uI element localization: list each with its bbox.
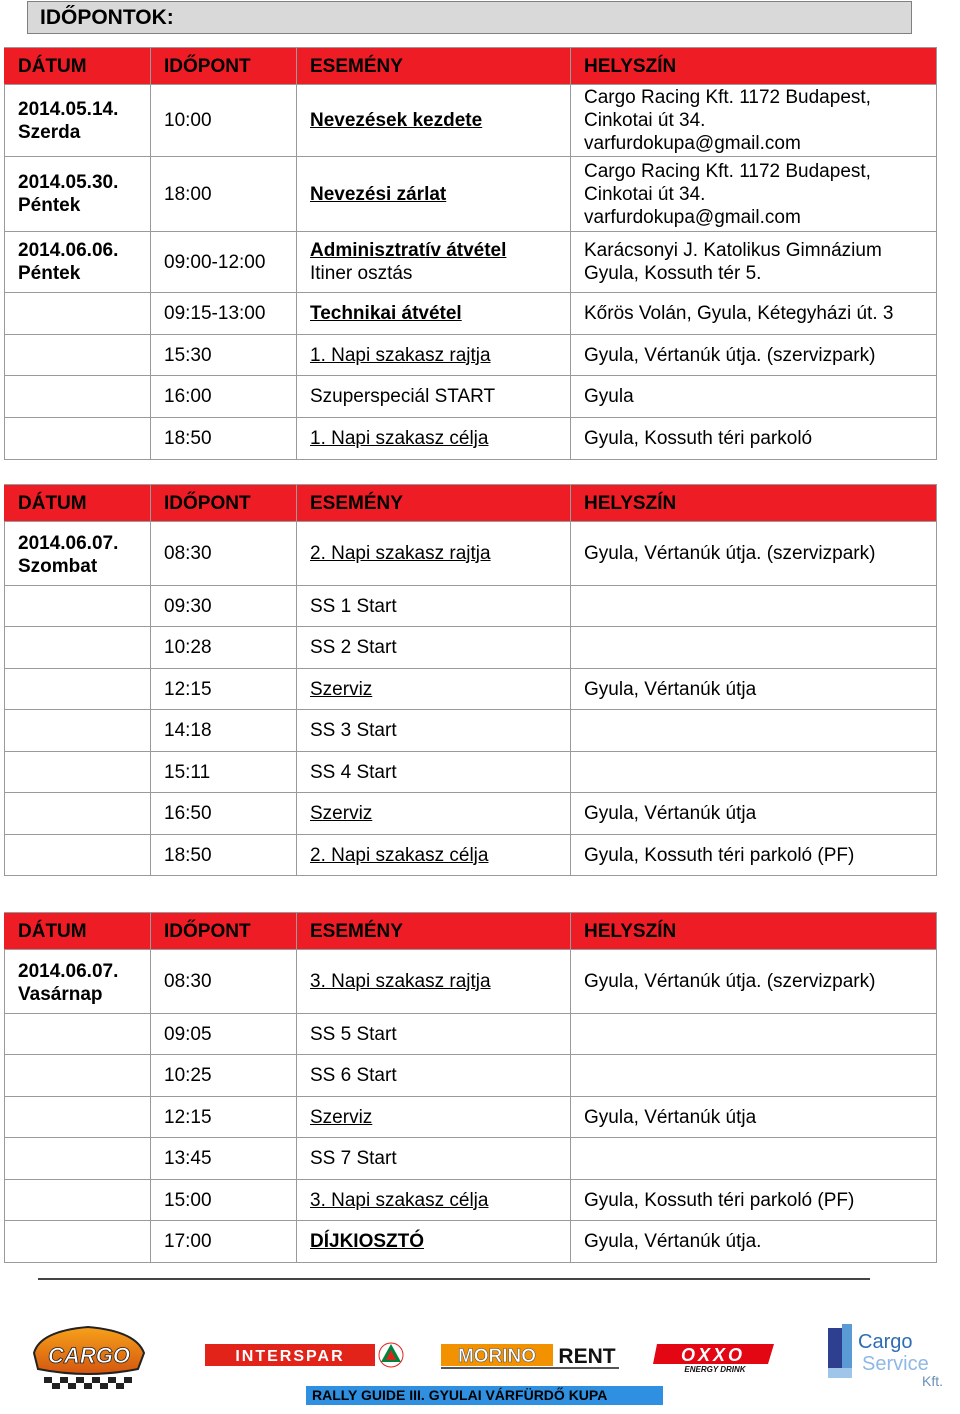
date-cell: 2014.06.07. Vasárnap xyxy=(5,950,151,1014)
table-row xyxy=(5,335,937,376)
time-cell: 10:25 xyxy=(151,1055,297,1097)
event-cell: Szuperspeciál START xyxy=(297,376,571,418)
header-date: DÁTUM xyxy=(5,913,151,950)
event-link: Nevezések kezdete xyxy=(310,110,483,131)
place-cell: Gyula, Vértanúk útja. (szervizpark) xyxy=(571,522,937,586)
table-row xyxy=(5,157,937,232)
date-cell: 2014.05.14. Szerda xyxy=(5,85,151,157)
event-cell: Adminisztratív átvétel Itiner osztás xyxy=(297,232,571,293)
time-cell: 12:15 xyxy=(151,1097,297,1138)
table-row xyxy=(5,293,937,335)
oxxo-energy-drink-logo xyxy=(653,1340,778,1374)
time-cell: 16:50 xyxy=(151,793,297,835)
cargo-logo-text: CARGO xyxy=(48,1343,130,1368)
event-cell xyxy=(297,1221,571,1263)
event-link: 3. Napi szakasz rajtja xyxy=(310,971,491,992)
event-cell xyxy=(297,1180,571,1221)
event-cell xyxy=(297,835,571,876)
header-event: ESEMÉNY xyxy=(297,48,571,85)
oxxo-logo-text: OXXO xyxy=(680,1345,746,1365)
time-cell: 15:11 xyxy=(151,752,297,793)
date-cell xyxy=(5,835,151,876)
header-place: HELYSZÍN xyxy=(571,913,937,950)
time-cell: 08:30 xyxy=(151,950,297,1014)
header-event: ESEMÉNY xyxy=(297,485,571,522)
cargo-service-word-3: Kft. xyxy=(922,1373,944,1388)
table-row xyxy=(5,752,937,793)
event-cell: SS 7 Start xyxy=(297,1138,571,1180)
interspar-logo-text: INTERSPAR xyxy=(235,1348,345,1365)
event-link: Technikai átvétel xyxy=(310,303,462,324)
time-cell: 12:15 xyxy=(151,669,297,710)
page-title-bar xyxy=(27,1,912,34)
date-cell xyxy=(5,418,151,460)
date-cell xyxy=(5,293,151,335)
table-row xyxy=(5,85,937,157)
morino-logo-text: MORINO xyxy=(457,1346,537,1367)
event-cell xyxy=(297,1097,571,1138)
event-link: Nevezési zárlat xyxy=(310,183,447,205)
header-date: DÁTUM xyxy=(5,48,151,85)
table-header xyxy=(5,913,937,950)
header-event: ESEMÉNY xyxy=(297,913,571,950)
table-row xyxy=(5,1097,937,1138)
date-cell: 2014.06.07. Szombat xyxy=(5,522,151,586)
event-cell: SS 4 Start xyxy=(297,752,571,793)
place-cell: Gyula, Vértanúk útja. xyxy=(571,1221,937,1263)
event-cell xyxy=(297,157,571,232)
date-cell xyxy=(5,586,151,627)
date-cell xyxy=(5,669,151,710)
time-cell: 09:30 xyxy=(151,586,297,627)
table-row xyxy=(5,1221,937,1263)
schedule-table-2 xyxy=(4,484,937,876)
place-cell: Karácsonyi J. Katolikus Gimnázium Gyula, Kossuth tér 5. xyxy=(571,232,937,293)
interspar-logo xyxy=(205,1340,405,1370)
header-place: HELYSZÍN xyxy=(571,485,937,522)
event-link: 1. Napi szakasz célja xyxy=(310,428,489,449)
header-time: IDŐPONT xyxy=(151,913,297,950)
place-cell: Gyula xyxy=(571,376,937,418)
morino-rent-logo xyxy=(441,1340,619,1370)
place-cell: Gyula, Vértanúk útja xyxy=(571,1097,937,1138)
table-row xyxy=(5,950,937,1014)
place-cell xyxy=(571,752,937,793)
table-header xyxy=(5,485,937,522)
time-cell: 09:05 xyxy=(151,1014,297,1055)
time-cell: 18:50 xyxy=(151,835,297,876)
place-cell: Gyula, Vértanúk útja. (szervizpark) xyxy=(571,950,937,1014)
place-cell: Gyula, Vértanúk útja. (szervizpark) xyxy=(571,335,937,376)
table-row xyxy=(5,1138,937,1180)
time-cell: 18:50 xyxy=(151,418,297,460)
table-row xyxy=(5,710,937,752)
date-cell xyxy=(5,627,151,669)
event-cell: SS 2 Start xyxy=(297,627,571,669)
header-time: IDŐPONT xyxy=(151,48,297,85)
time-cell: 08:30 xyxy=(151,522,297,586)
date-cell xyxy=(5,710,151,752)
cargo-service-word-2: Service xyxy=(862,1353,929,1375)
date-cell xyxy=(5,1138,151,1180)
table-row xyxy=(5,586,937,627)
event-link: Szerviz xyxy=(310,678,373,700)
event-cell xyxy=(297,335,571,376)
table-row xyxy=(5,1055,937,1097)
event-cell xyxy=(297,669,571,710)
cargo-service-logo xyxy=(826,1322,954,1388)
date-cell xyxy=(5,1014,151,1055)
date-cell xyxy=(5,376,151,418)
date-cell xyxy=(5,1055,151,1097)
event-cell xyxy=(297,793,571,835)
time-cell: 14:18 xyxy=(151,710,297,752)
event-cell: SS 5 Start xyxy=(297,1014,571,1055)
place-cell: Gyula, Kossuth téri parkoló (PF) xyxy=(571,835,937,876)
time-cell: 09:15-13:00 xyxy=(151,293,297,335)
event-link: 3. Napi szakasz célja xyxy=(310,1189,489,1211)
rent-logo-text: RENT xyxy=(558,1345,616,1368)
schedule-table-3 xyxy=(4,912,937,1263)
event-link: 2. Napi szakasz célja xyxy=(310,844,489,866)
table-row xyxy=(5,835,937,876)
table-row xyxy=(5,232,937,293)
table-header xyxy=(5,48,937,85)
schedule-table-1 xyxy=(4,47,937,460)
time-cell: 15:30 xyxy=(151,335,297,376)
event-link: 1. Napi szakasz rajtja xyxy=(310,344,491,366)
cargo-service-word-1: Cargo xyxy=(858,1331,913,1353)
event-cell: SS 1 Start xyxy=(297,586,571,627)
table-row xyxy=(5,522,937,586)
place-cell xyxy=(571,586,937,627)
date-cell xyxy=(5,1180,151,1221)
time-cell: 09:00-12:00 xyxy=(151,232,297,293)
cargo-racing-logo xyxy=(26,1323,152,1395)
table-row xyxy=(5,418,937,460)
date-cell xyxy=(5,752,151,793)
time-cell: 13:45 xyxy=(151,1138,297,1180)
header-place: HELYSZÍN xyxy=(571,48,937,85)
footer-divider xyxy=(38,1278,870,1280)
event-cell xyxy=(297,522,571,586)
place-cell: Gyula, Vértanúk útja xyxy=(571,793,937,835)
oxxo-sub-text: ENERGY DRINK xyxy=(684,1365,746,1374)
place-cell: Cargo Racing Kft. 1172 Budapest, Cinkotai út 34. varfurdokupa@gmail.com xyxy=(571,157,937,232)
header-date: DÁTUM xyxy=(5,485,151,522)
rally-guide-banner: RALLY GUIDE III. GYULAI VÁRFÜRDŐ KUPA xyxy=(306,1386,663,1405)
table-row xyxy=(5,1180,937,1221)
place-cell: Cargo Racing Kft. 1172 Budapest, Cinkotai út 34. varfurdokupa@gmail.com xyxy=(571,85,937,157)
date-cell xyxy=(5,793,151,835)
time-cell: 18:00 xyxy=(151,157,297,232)
time-cell: 10:28 xyxy=(151,627,297,669)
event-link: DÍJKIOSZTÓ xyxy=(310,1231,425,1252)
place-cell xyxy=(571,710,937,752)
date-cell: 2014.05.30. Péntek xyxy=(5,157,151,232)
table-row xyxy=(5,669,937,710)
table-row xyxy=(5,627,937,669)
header-time: IDŐPONT xyxy=(151,485,297,522)
place-cell: Gyula, Vértanúk útja xyxy=(571,669,937,710)
event-link: Szerviz xyxy=(310,1106,373,1128)
event-cell xyxy=(297,85,571,157)
time-cell: 10:00 xyxy=(151,85,297,157)
table-row xyxy=(5,376,937,418)
event-link: Adminisztratív átvétel xyxy=(310,240,507,261)
event-link: Szerviz xyxy=(310,803,373,824)
event-cell: SS 3 Start xyxy=(297,710,571,752)
date-cell: 2014.06.06. Péntek xyxy=(5,232,151,293)
event-cell xyxy=(297,950,571,1014)
page-title: IDŐPONTOK: xyxy=(40,6,174,29)
event-cell: SS 6 Start xyxy=(297,1055,571,1097)
event-link: 2. Napi szakasz rajtja xyxy=(310,543,491,564)
place-cell: Kőrös Volán, Gyula, Kétegyházi út. 3 xyxy=(571,293,937,335)
place-cell: Gyula, Kossuth téri parkoló (PF) xyxy=(571,1180,937,1221)
time-cell: 15:00 xyxy=(151,1180,297,1221)
event-cell xyxy=(297,418,571,460)
time-cell: 17:00 xyxy=(151,1221,297,1263)
place-cell xyxy=(571,1055,937,1097)
time-cell: 16:00 xyxy=(151,376,297,418)
event-cell xyxy=(297,293,571,335)
place-cell xyxy=(571,1014,937,1055)
table-row xyxy=(5,1014,937,1055)
place-cell xyxy=(571,1138,937,1180)
place-cell: Gyula, Kossuth téri parkoló xyxy=(571,418,937,460)
date-cell xyxy=(5,1221,151,1263)
date-cell xyxy=(5,335,151,376)
place-cell xyxy=(571,627,937,669)
date-cell xyxy=(5,1097,151,1138)
table-row xyxy=(5,793,937,835)
